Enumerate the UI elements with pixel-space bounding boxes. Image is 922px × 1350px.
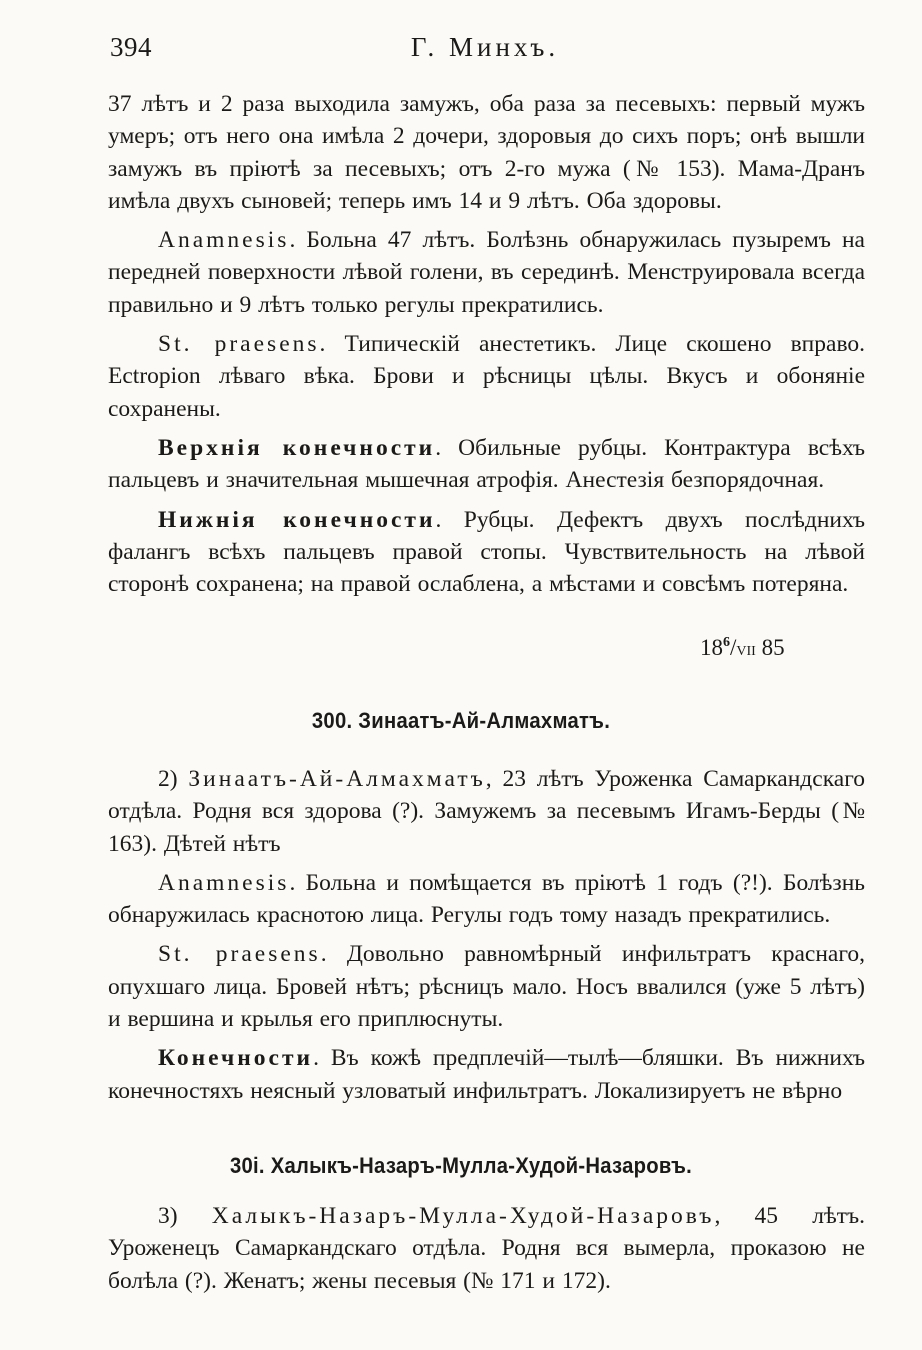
anamnesis-label: Anamnesis <box>158 869 290 896</box>
case-300-heading: 300. Зинаатъ-Ай-Алмахматъ. <box>311 708 611 733</box>
paragraph-status-praesens <box>108 328 865 425</box>
paragraph-patient-intro: 3) Халыкъ-Назаръ-Мулла-Худой-Назаровъ, 45 лѣтъ. Уроженецъ Самаркандскаго отдѣла. Родня вся вымерла, проказою не болѣла (?). Женатъ; жены песевыя (№ 171 и 172). <box>108 1203 865 1294</box>
paragraph-status-praesens <box>108 938 865 1035</box>
anamnesis-text: . Больна и помѣщается въ пріютѣ 1 годъ (?!). Болѣзнь обнаружилась краснотою лица. Регулы годъ тому назадъ прекратились. <box>108 869 865 929</box>
lower-limbs-label: Нижнія конечности <box>158 506 436 533</box>
lower-limbs-text: . Рубцы. Дефектъ двухъ послѣднихъ фалангъ всѣхъ пальцевъ правой стопы. Чувствительность на лѣвой сторонѣ сохранена; на правой ослаблена, а мѣстами и совсѣмъ потеряна. <box>108 506 865 598</box>
page-number: 394 <box>110 32 152 62</box>
case-300-body <box>108 763 865 1107</box>
limbs-label: Конечности <box>158 1045 314 1072</box>
running-title: Г. Минхъ. <box>410 32 560 62</box>
case-301-body <box>108 1200 865 1297</box>
paragraph-anamnesis <box>108 224 865 321</box>
examination-date: $18^6$/VII 85 <box>700 635 785 660</box>
paragraph-lower-limbs <box>108 504 865 601</box>
status-praesens-label: St. praesens <box>158 331 320 358</box>
anamnesis-text: . Больна 47 лѣтъ. Болѣзнь обнаружилась пузыремъ на передней поверхности лѣвой голени, въ серединѣ. Менструировала всегда правильно и 9 лѣтъ только регулы прекратились. <box>108 227 865 318</box>
case-299-continuation <box>108 88 865 600</box>
upper-limbs-label: Верхнія конечности <box>158 434 436 461</box>
paragraph-limbs <box>108 1042 865 1107</box>
paragraph-upper-limbs <box>108 432 865 497</box>
patient-name: Зинаатъ-Ай-Алмахматъ <box>188 766 486 792</box>
running-head <box>105 32 865 72</box>
patient-name: Халыкъ-Назаръ-Мулла-Худой-Назаровъ <box>211 1203 715 1229</box>
paragraph-anamnesis <box>108 867 865 932</box>
limbs-text: . Въ кожѣ предплечій—тылѣ—бляшки. Въ нижнихъ конечностяхъ неясный узловатый инфильтратъ. Локализируетъ не вѣрно <box>108 1045 865 1104</box>
case-301-heading: 30і. Халыкъ-Назаръ-Мулла-Худой-Назаровъ. <box>229 1153 693 1178</box>
anamnesis-label: Anamnesis <box>158 227 290 254</box>
paragraph-family: 37 лѣтъ и 2 раза выходила замужъ, оба раза за песевыхъ: первый мужъ умеръ; отъ него она имѣла 2 дочери, здоровыя до сихъ поръ; онѣ вышли замужъ въ пріютѣ за песевыхъ; отъ 2-го мужа (№ 153). Мама-Дранъ имѣла двухъ сыновей; теперь имъ 14 и 9 лѣтъ. Оба здоровы. <box>108 91 865 214</box>
upper-limbs-text: . Обильные рубцы. Контрактура всѣхъ пальцевъ и значительная мышечная атрофія. Анестезія безпорядочная. <box>108 434 865 494</box>
status-praesens-text: . Довольно равномѣрный инфильтратъ краснаго, опухшаго лица. Бровей нѣтъ; рѣсницъ мало. Носъ ввалился (уже 5 лѣтъ) и вершина и крылья его приплюснуты. <box>108 941 865 1033</box>
status-praesens-label: St. praesens <box>158 941 321 968</box>
status-praesens-text: . Типическій анестетикъ. Лице скошено вправо. Ectropion лѣваго вѣка. Брови и рѣсницы цѣлы. Вкусъ и обоняніе сохранены. <box>108 331 866 422</box>
paragraph-patient-intro: 2) Зинаатъ-Ай-Алмахматъ, 23 лѣтъ Уроженка Самаркандскаго отдѣла. Родня вся здорова (?). Замужемъ за песевымъ Игамъ-Берды (№ 163). Дѣтей нѣтъ <box>108 766 865 857</box>
